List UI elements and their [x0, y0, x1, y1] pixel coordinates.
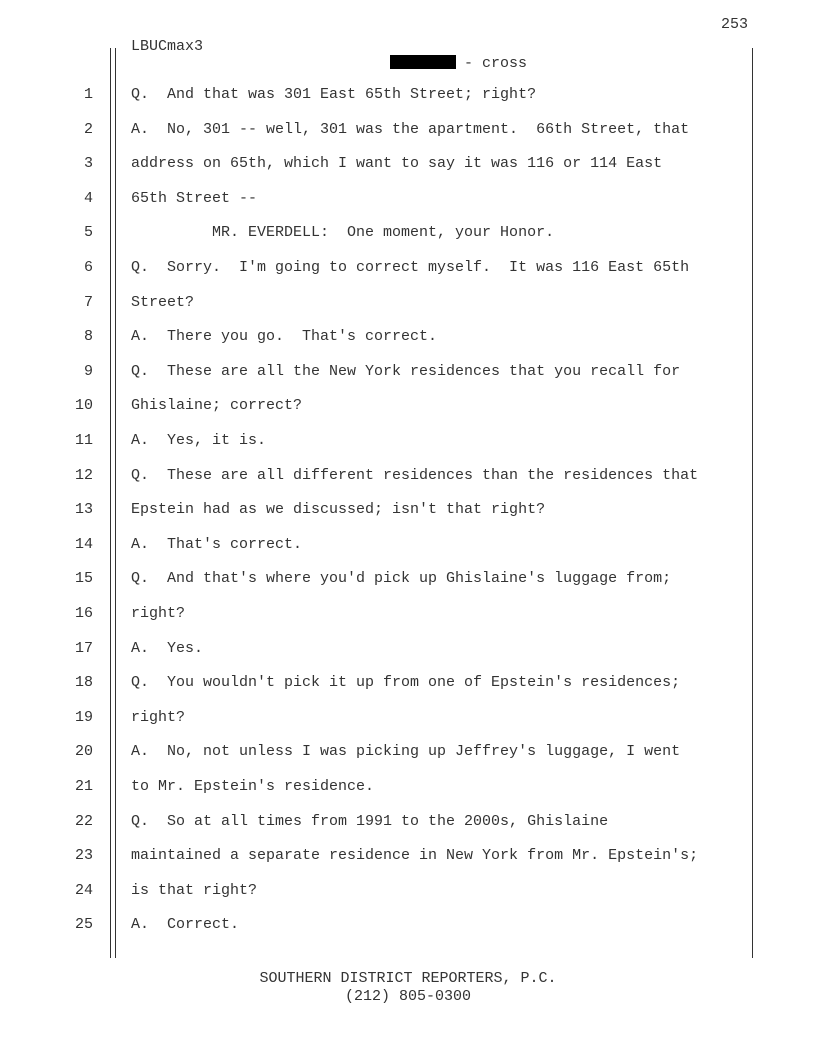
line-text: A. That's correct. — [131, 535, 303, 553]
line-number: 11 — [74, 432, 93, 449]
line-text: to Mr. Epstein's residence. — [131, 778, 375, 795]
line-number: 25 — [74, 916, 93, 934]
line-text: A. There you go. That's correct. — [131, 328, 438, 346]
transcript-line — [0, 605, 816, 625]
line-number: 13 — [74, 501, 93, 519]
line-number: 9 — [83, 362, 93, 380]
transcript-line — [0, 224, 816, 244]
line-number: 23 — [74, 847, 93, 865]
line-number: 16 — [74, 605, 93, 622]
transcript-line — [0, 328, 816, 348]
transcript-line — [0, 190, 816, 210]
line-number: 10 — [74, 397, 93, 415]
line-text: Q. And that's where you'd pick up Ghislaine's luggage from; — [131, 570, 672, 588]
transcript-line — [0, 536, 816, 556]
line-number: 5 — [83, 224, 93, 242]
line-text: address on 65th, which I want to say it was 116 or 114 East — [131, 155, 663, 173]
line-number: 18 — [74, 674, 93, 692]
line-text: 65th Street -- — [131, 189, 258, 207]
line-text: right? — [131, 708, 186, 726]
transcript-line — [0, 467, 816, 487]
header-title-text: - cross — [464, 55, 528, 72]
page-number: 253 — [720, 16, 748, 33]
line-text: A. Yes, it is. — [131, 432, 267, 449]
line-text: Q. So at all times from 1991 to the 2000s, Ghislaine — [131, 812, 609, 830]
header-title — [372, 38, 527, 72]
line-number: 7 — [83, 293, 93, 311]
line-text: A. Correct. — [131, 916, 240, 934]
line-number: 24 — [74, 881, 93, 899]
transcript-line — [0, 640, 816, 660]
line-number: 8 — [83, 328, 93, 346]
transcript-line — [0, 86, 816, 106]
transcript-line — [0, 155, 816, 175]
transcript-line — [0, 882, 816, 902]
transcript-line — [0, 709, 816, 729]
line-text: A. Yes. — [131, 639, 204, 657]
line-number: 2 — [83, 120, 93, 138]
transcript-line — [0, 121, 816, 141]
line-text: maintained a separate residence in New York from Mr. Epstein's; — [131, 847, 699, 865]
line-text: right? — [131, 605, 186, 622]
footer-phone: (212) 805-0300 — [344, 988, 472, 1005]
line-number: 22 — [74, 812, 93, 830]
line-text: Q. You wouldn't pick it up from one of Epstein's residences; — [131, 674, 681, 692]
line-number: 17 — [74, 639, 93, 657]
line-number: 15 — [74, 570, 93, 588]
line-text: Q. These are all the New York residences that you recall for — [131, 362, 681, 380]
line-number: 4 — [83, 189, 93, 207]
line-text: Epstein had as we discussed; isn't that right? — [131, 501, 546, 519]
transcript-line — [0, 674, 816, 694]
line-text: A. No, 301 -- well, 301 was the apartment. 66th Street, that — [131, 120, 690, 138]
transcript-line — [0, 259, 816, 279]
line-number: 3 — [83, 155, 93, 173]
transcript-line — [0, 294, 816, 314]
line-text: MR. EVERDELL: One moment, your Honor. — [131, 224, 555, 242]
line-text: is that right? — [131, 881, 258, 899]
line-text: Q. These are all different residences than the residences that — [131, 466, 699, 484]
line-text: Q. And that was 301 East 65th Street; right? — [131, 86, 537, 103]
line-number: 1 — [83, 86, 93, 103]
line-number: 6 — [83, 259, 93, 276]
transcript-line — [0, 813, 816, 833]
transcript-line — [0, 847, 816, 867]
transcript-line — [0, 778, 816, 798]
transcript-line — [0, 501, 816, 521]
footer — [0, 970, 816, 1006]
footer-reporter: SOUTHERN DISTRICT REPORTERS, P.C. — [259, 970, 557, 987]
header-case-id: LBUCmax3 — [131, 38, 204, 55]
line-text: Ghislaine; correct? — [131, 397, 303, 415]
transcript-line — [0, 397, 816, 417]
redaction-block — [390, 55, 456, 69]
line-number: 21 — [74, 778, 93, 795]
line-number: 20 — [74, 743, 93, 761]
transcript-line — [0, 916, 816, 936]
transcript-line — [0, 432, 816, 452]
line-text: A. No, not unless I was picking up Jeffrey's luggage, I went — [131, 743, 681, 761]
line-number: 14 — [74, 535, 93, 553]
transcript-line — [0, 570, 816, 590]
line-text: Street? — [131, 293, 195, 311]
transcript-line — [0, 363, 816, 383]
line-text: Q. Sorry. I'm going to correct myself. It was 116 East 65th — [131, 259, 690, 276]
transcript-line — [0, 743, 816, 763]
line-number: 19 — [74, 708, 93, 726]
line-number: 12 — [74, 466, 93, 484]
